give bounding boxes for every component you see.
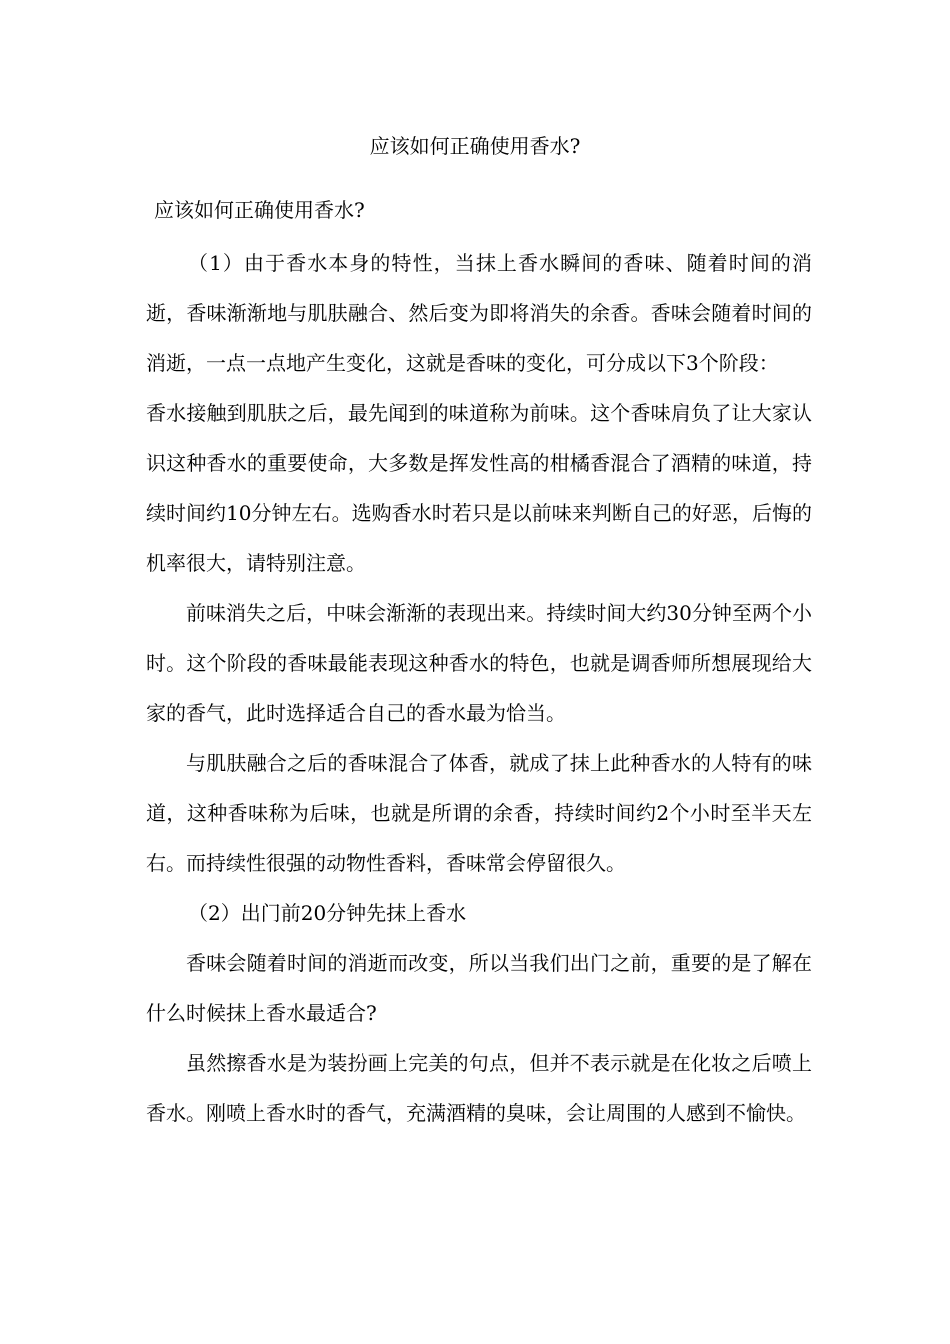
document-body bbox=[146, 238, 812, 1138]
paragraph-section-2-heading: （2）出门前20分钟先抹上香水 bbox=[188, 901, 467, 925]
paragraph-after-makeup: 虽然擦香水是为装扮画上完美的句点，但并不表示就是在化妆之后喷上香水。刚喷上香水时的香气，充满酒精的臭味，会让周围的人感到不愉快。 bbox=[146, 1051, 812, 1125]
paragraph-top-note: 香水接触到肌肤之后，最先闻到的味道称为前味。这个香味肩负了让大家认识这种香水的重要使命，大多数是挥发性高的柑橘香混合了酒精的味道，持续时间约10分钟左右。选购香水时若只是以前味来判断自己的好恶，后悔的机率很大，请特别注意。 bbox=[146, 401, 812, 575]
paragraph-timing: 香味会随着时间的消逝而改变，所以当我们出门之前，重要的是了解在什么时候抹上香水最适合? bbox=[146, 951, 812, 1025]
document-title: 应该如何正确使用香水? bbox=[369, 134, 581, 158]
paragraph-stage-intro: （1）由于香水本身的特性，当抹上香水瞬间的香味、随着时间的消逝，香味渐渐地与肌肤融合、然后变为即将消失的余香。香味会随着时间的消逝，一点一点地产生变化，这就是香味的变化，可分成以下3个阶段： bbox=[146, 251, 812, 375]
paragraph-middle-note: 前味消失之后，中味会渐渐的表现出来。持续时间大约30分钟至两个小时。这个阶段的香味最能表现这种香水的特色，也就是调香师所想展现给大家的香气，此时选择适合自己的香水最为恰当。 bbox=[146, 601, 812, 725]
document-subtitle: 应该如何正确使用香水? bbox=[154, 198, 365, 222]
paragraph-base-note: 与肌肤融合之后的香味混合了体香，就成了抹上此种香水的人特有的味道，这种香味称为后味，也就是所谓的余香，持续时间约2个小时至半天左右。而持续性很强的动物性香料，香味常会停留很久。 bbox=[146, 751, 812, 875]
